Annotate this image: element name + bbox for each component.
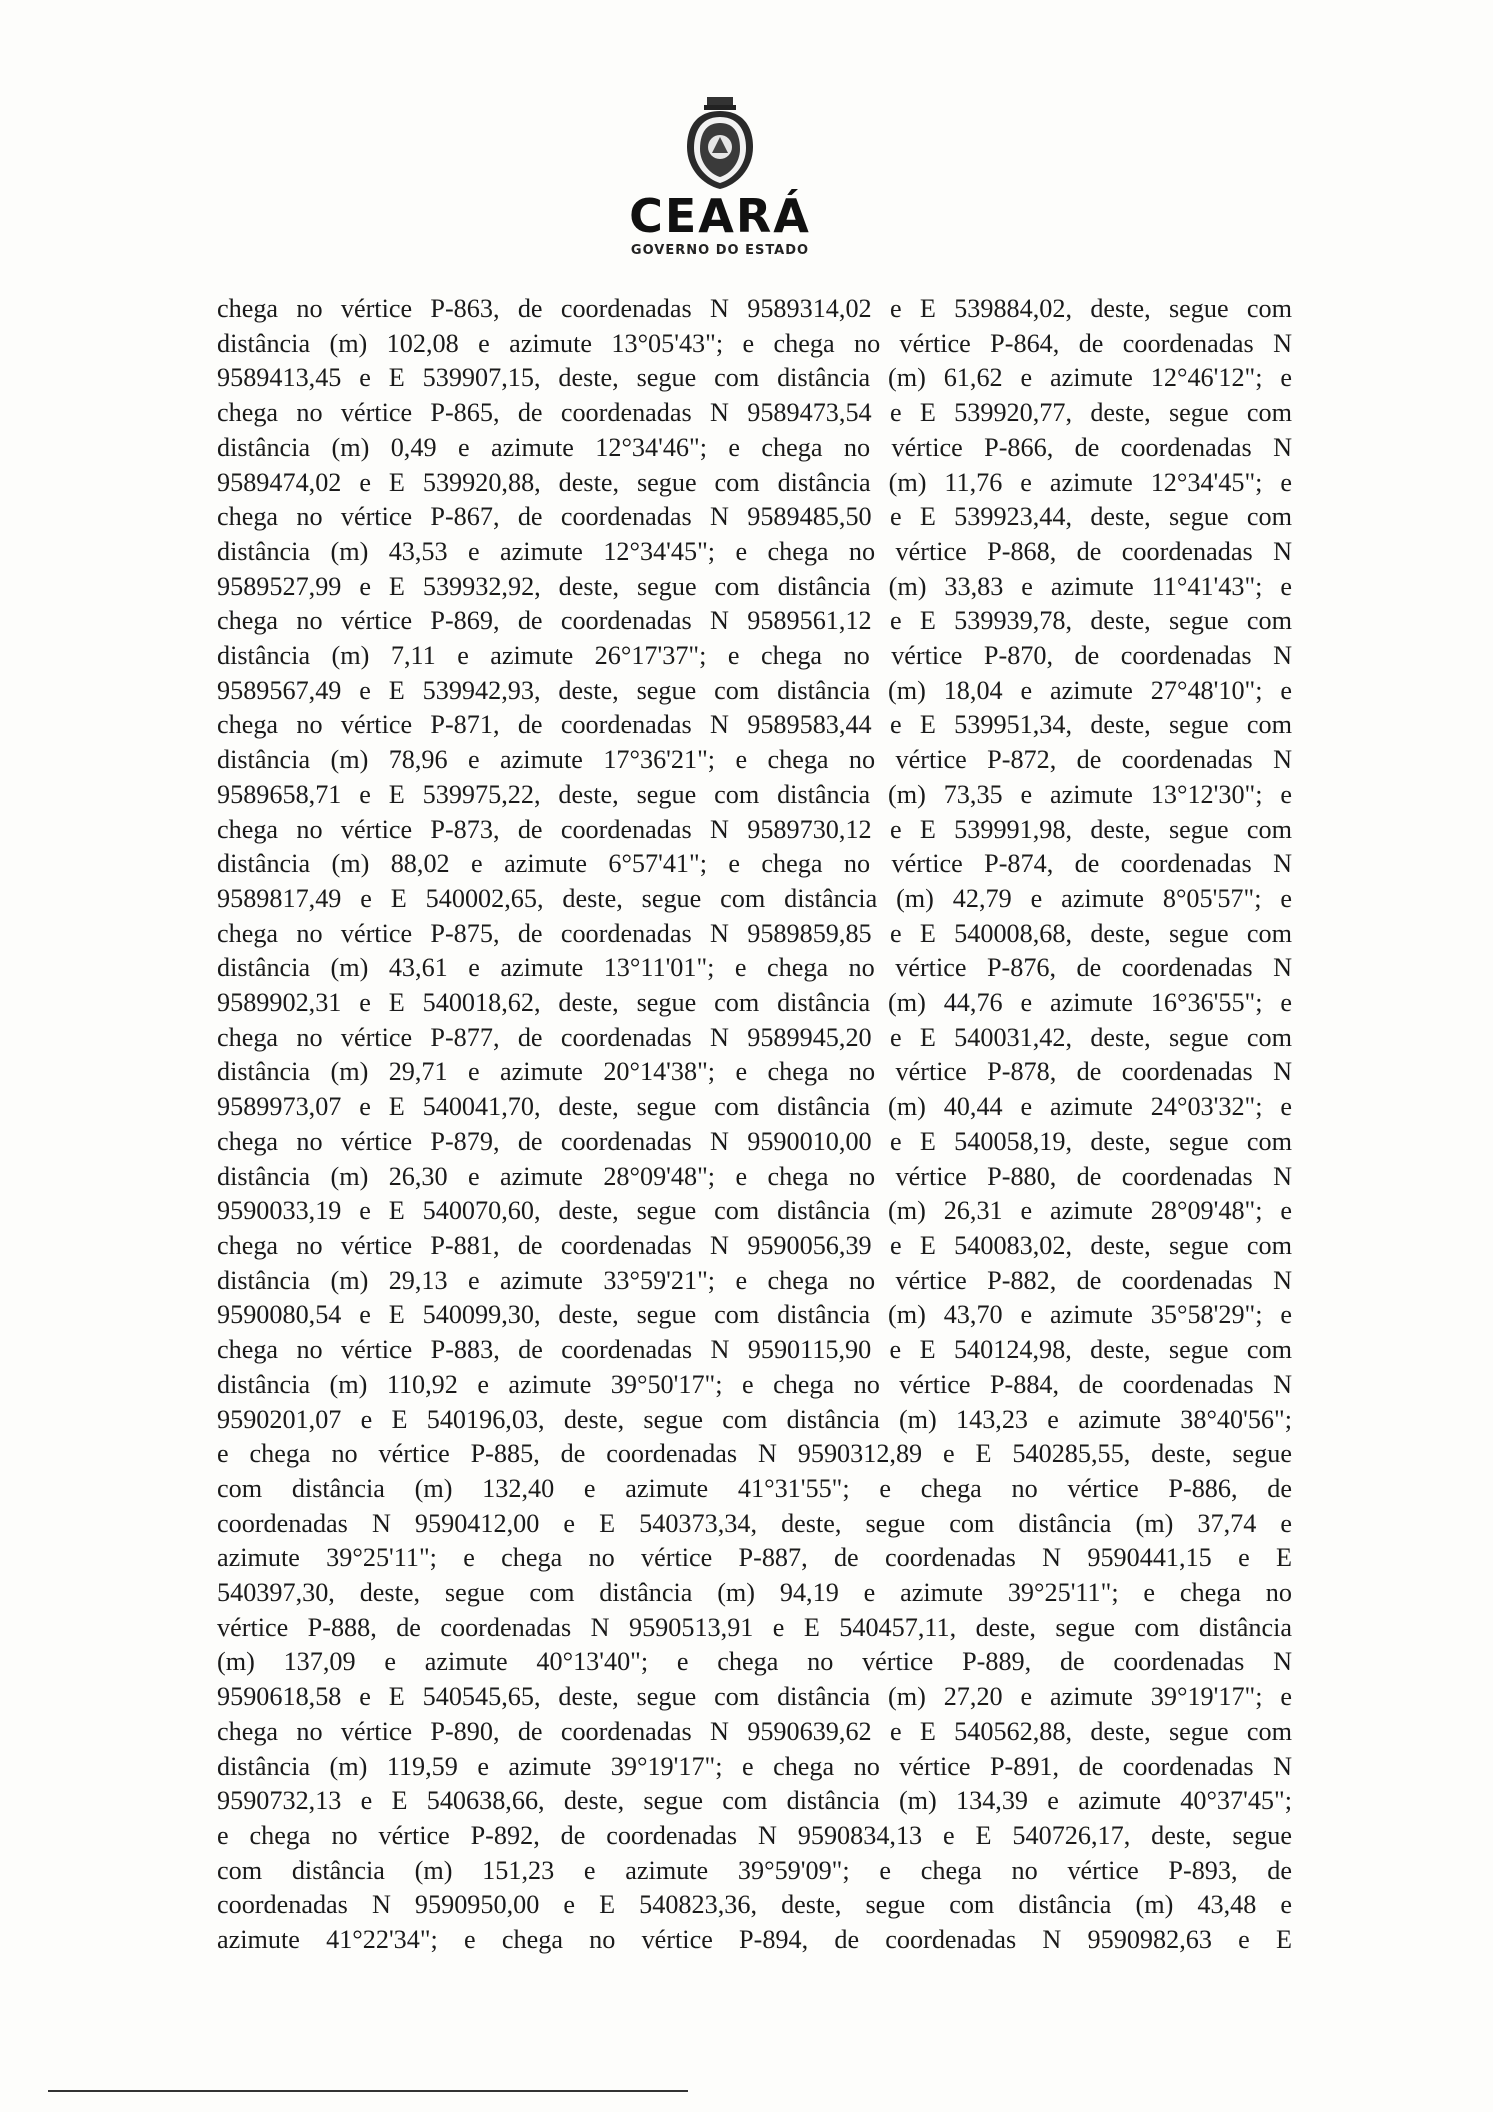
- text-line: 9589817,49 e E 540002,65, deste, segue com distância (m) 42,79 e azimute 8°05'57"; e: [217, 883, 1292, 913]
- text-line: coordenadas N 9590950,00 e E 540823,36, deste, segue com distância (m) 43,48 e: [217, 1890, 1292, 1920]
- letterhead: [600, 95, 840, 258]
- text-line: coordenadas N 9590412,00 e E 540373,34, deste, segue com distância (m) 37,74 e: [217, 1508, 1292, 1538]
- text-line: com distância (m) 132,40 e azimute 41°31'55"; e chega no vértice P-886, de: [217, 1473, 1292, 1503]
- text-line: distância (m) 29,71 e azimute 20°14'38"; e chega no vértice P-878, de coordenadas N: [217, 1057, 1292, 1087]
- text-line: 9589413,45 e E 539907,15, deste, segue com distância (m) 61,62 e azimute 12°46'12"; e: [217, 363, 1292, 393]
- text-line: 9589658,71 e E 539975,22, deste, segue com distância (m) 73,35 e azimute 13°12'30"; e: [217, 779, 1292, 809]
- text-line: distância (m) 78,96 e azimute 17°36'21"; e chega no vértice P-872, de coordenadas N: [217, 745, 1292, 775]
- text-line: distância (m) 43,61 e azimute 13°11'01"; e chega no vértice P-876, de coordenadas N: [217, 953, 1292, 983]
- text-line: 9589474,02 e E 539920,88, deste, segue com distância (m) 11,76 e azimute 12°34'45"; e: [217, 467, 1292, 497]
- text-line: distância (m) 102,08 e azimute 13°05'43"; e chega no vértice P-864, de coordenadas N: [217, 328, 1292, 358]
- text-line: distância (m) 110,92 e azimute 39°50'17"; e chega no vértice P-884, de coordenadas N: [217, 1369, 1292, 1399]
- text-line: chega no vértice P-863, de coordenadas N 9589314,02 e E 539884,02, deste, segue com: [217, 294, 1292, 323]
- footer-divider: [48, 2090, 688, 2092]
- text-line: chega no vértice P-879, de coordenadas N 9590010,00 e E 540058,19, deste, segue com: [217, 1126, 1292, 1156]
- text-line: com distância (m) 151,23 e azimute 39°59'09"; e chega no vértice P-893, de: [217, 1855, 1292, 1885]
- text-line: chega no vértice P-890, de coordenadas N 9590639,62 e E 540562,88, deste, segue com: [217, 1716, 1292, 1746]
- text-line: e chega no vértice P-892, de coordenadas N 9590834,13 e E 540726,17, deste, segue: [217, 1820, 1292, 1850]
- text-line: chega no vértice P-873, de coordenadas N 9589730,12 e E 539991,98, deste, segue com: [217, 814, 1292, 844]
- text-line: distância (m) 7,11 e azimute 26°17'37"; e chega no vértice P-870, de coordenadas N: [217, 641, 1292, 671]
- text-line: 9589973,07 e E 540041,70, deste, segue com distância (m) 40,44 e azimute 24°03'32"; e: [217, 1092, 1292, 1122]
- text-line: distância (m) 0,49 e azimute 12°34'46"; e chega no vértice P-866, de coordenadas N: [217, 432, 1292, 462]
- text-line: 9590732,13 e E 540638,66, deste, segue com distância (m) 134,39 e azimute 40°37'45";: [217, 1786, 1292, 1816]
- document-body: [217, 292, 1292, 1958]
- text-line: chega no vértice P-875, de coordenadas N 9589859,85 e E 540008,68, deste, segue com: [217, 918, 1292, 948]
- text-line: chega no vértice P-865, de coordenadas N 9589473,54 e E 539920,77, deste, segue com: [217, 398, 1292, 428]
- brand-subtitle: GOVERNO DO ESTADO: [630, 243, 810, 258]
- text-line: azimute 41°22'34"; e chega no vértice P-894, de coordenadas N 9590982,63 e E: [217, 1925, 1292, 1955]
- text-line: distância (m) 26,30 e azimute 28°09'48"; e chega no vértice P-880, de coordenadas N: [217, 1161, 1292, 1191]
- text-line: chega no vértice P-869, de coordenadas N 9589561,12 e E 539939,78, deste, segue com: [217, 606, 1292, 636]
- text-line: e chega no vértice P-885, de coordenadas N 9590312,89 e E 540285,55, deste, segue: [217, 1439, 1292, 1469]
- text-line: (m) 137,09 e azimute 40°13'40"; e chega no vértice P-889, de coordenadas N: [217, 1647, 1292, 1677]
- text-line: chega no vértice P-883, de coordenadas N 9590115,90 e E 540124,98, deste, segue com: [217, 1335, 1292, 1365]
- text-line: 9590618,58 e E 540545,65, deste, segue com distância (m) 27,20 e azimute 39°19'17"; e: [217, 1682, 1292, 1712]
- ceara-coat-of-arms-icon: [677, 95, 763, 191]
- text-line: chega no vértice P-871, de coordenadas N 9589583,44 e E 539951,34, deste, segue com: [217, 710, 1292, 740]
- text-line: vértice P-888, de coordenadas N 9590513,91 e E 540457,11, deste, segue com distância: [217, 1612, 1292, 1642]
- text-line: chega no vértice P-867, de coordenadas N 9589485,50 e E 539923,44, deste, segue com: [217, 502, 1292, 532]
- brand-title: CEARÁ: [629, 189, 811, 243]
- text-line: distância (m) 43,53 e azimute 12°34'45"; e chega no vértice P-868, de coordenadas N: [217, 536, 1292, 566]
- text-line: distância (m) 29,13 e azimute 33°59'21"; e chega no vértice P-882, de coordenadas N: [217, 1265, 1292, 1295]
- text-line: chega no vértice P-881, de coordenadas N 9590056,39 e E 540083,02, deste, segue com: [217, 1230, 1292, 1260]
- text-line: azimute 39°25'11"; e chega no vértice P-887, de coordenadas N 9590441,15 e E: [217, 1543, 1292, 1573]
- text-line: 540397,30, deste, segue com distância (m) 94,19 e azimute 39°25'11"; e chega no: [217, 1578, 1292, 1608]
- text-line: distância (m) 88,02 e azimute 6°57'41"; e chega no vértice P-874, de coordenadas N: [217, 849, 1292, 879]
- text-line: distância (m) 119,59 e azimute 39°19'17"; e chega no vértice P-891, de coordenadas N: [217, 1751, 1292, 1781]
- text-line: 9589902,31 e E 540018,62, deste, segue com distância (m) 44,76 e azimute 16°36'55"; e: [217, 988, 1292, 1018]
- text-line: 9590080,54 e E 540099,30, deste, segue com distância (m) 43,70 e azimute 35°58'29"; e: [217, 1300, 1292, 1330]
- text-line: 9589527,99 e E 539932,92, deste, segue com distância (m) 33,83 e azimute 11°41'43"; e: [217, 571, 1292, 601]
- text-line: 9590033,19 e E 540070,60, deste, segue com distância (m) 26,31 e azimute 28°09'48"; e: [217, 1196, 1292, 1226]
- text-line: 9590201,07 e E 540196,03, deste, segue com distância (m) 143,23 e azimute 38°40'56";: [217, 1404, 1292, 1434]
- text-line: 9589567,49 e E 539942,93, deste, segue com distância (m) 18,04 e azimute 27°48'10"; e: [217, 675, 1292, 705]
- text-line: chega no vértice P-877, de coordenadas N 9589945,20 e E 540031,42, deste, segue com: [217, 1022, 1292, 1052]
